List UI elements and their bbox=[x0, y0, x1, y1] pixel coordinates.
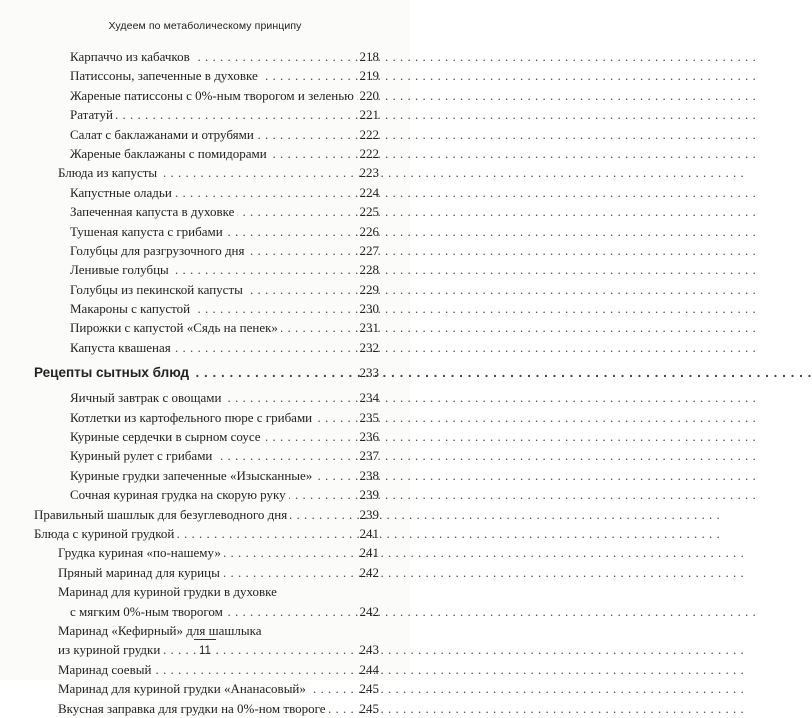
toc-entry-page-number: 233 bbox=[359, 365, 379, 381]
toc-entry bbox=[34, 222, 379, 241]
toc-entry-page-number: 243 bbox=[359, 642, 379, 658]
toc-entry-title: Капуста квашеная bbox=[70, 340, 174, 355]
toc-entry bbox=[34, 241, 379, 260]
toc-entry-page-number: 239 bbox=[359, 506, 379, 522]
toc-entry bbox=[34, 485, 379, 504]
toc-entry-page-number: 241 bbox=[359, 525, 379, 541]
toc-entry bbox=[34, 602, 379, 621]
toc-entry-page-number: 227 bbox=[359, 242, 379, 258]
toc-entry-title: Салат с баклажанами и отрубями bbox=[70, 127, 257, 142]
toc-entry bbox=[34, 125, 379, 144]
toc-entry bbox=[34, 699, 379, 718]
toc-entry bbox=[34, 260, 379, 279]
toc-entry bbox=[34, 466, 379, 485]
toc-entry-title-wrap bbox=[58, 543, 349, 562]
toc-entry-title: Карпаччо из кабачков bbox=[70, 49, 193, 64]
toc-entry-page-number: 224 bbox=[359, 184, 379, 200]
toc-entry-page-number: 222 bbox=[359, 145, 379, 161]
toc-entry-title-wrap bbox=[58, 699, 349, 718]
toc-entry bbox=[34, 66, 379, 85]
toc-entry-title-wrap bbox=[58, 621, 349, 640]
toc-entry-title: Сочная куриная грудка на скорую руку bbox=[70, 487, 289, 502]
toc-entry-page-number: 239 bbox=[359, 487, 379, 503]
toc-entry-page-number: 230 bbox=[359, 301, 379, 317]
table-of-contents bbox=[34, 47, 379, 718]
toc-entry-title-wrap bbox=[58, 679, 349, 698]
toc-entry-title: Тушеная капуста с грибами bbox=[70, 224, 226, 239]
toc-entry bbox=[34, 505, 379, 524]
toc-entry-title-wrap bbox=[70, 66, 349, 85]
toc-entry-title-wrap bbox=[70, 602, 349, 621]
toc-entry bbox=[34, 183, 379, 202]
toc-entry bbox=[34, 47, 379, 66]
toc-section-heading bbox=[34, 360, 379, 386]
toc-entry-title-wrap bbox=[70, 299, 349, 318]
toc-entry-title-wrap bbox=[58, 163, 349, 182]
toc-entry-title: Грудка куриная «по-нашему» bbox=[58, 545, 224, 560]
toc-entry-page-number: 234 bbox=[359, 390, 379, 406]
toc-entry bbox=[34, 163, 379, 182]
toc-entry-title: Голубцы из пекинской капусты bbox=[70, 282, 246, 297]
toc-entry-title: Рецепты сытных блюд bbox=[34, 365, 192, 380]
toc-entry-title-wrap bbox=[58, 660, 349, 679]
toc-entry-title-wrap bbox=[70, 222, 349, 241]
toc-entry-title: Запеченная капуста в духовке bbox=[70, 204, 237, 219]
toc-entry bbox=[34, 679, 379, 698]
toc-entry-title-wrap bbox=[70, 318, 349, 337]
toc-entry bbox=[34, 582, 379, 601]
toc-entry-page-number: 245 bbox=[359, 700, 379, 716]
toc-entry-title: Жареные баклажаны с помидорами bbox=[70, 146, 270, 161]
toc-entry bbox=[34, 446, 379, 465]
toc-entry-title-wrap bbox=[70, 47, 349, 66]
toc-entry-title: Ленивые голубцы bbox=[70, 262, 172, 277]
toc-entry-title: Пряный маринад для курицы bbox=[58, 565, 223, 580]
toc-entry-title-wrap bbox=[58, 582, 349, 601]
toc-entry-title-wrap bbox=[70, 338, 349, 357]
toc-entry-title-wrap bbox=[70, 202, 349, 221]
toc-entry-title: Жареные патиссоны с 0%-ным творогом и зеленью bbox=[70, 88, 357, 103]
toc-entry-page-number: 242 bbox=[359, 603, 379, 619]
toc-entry-page-number: 237 bbox=[359, 448, 379, 464]
toc-entry-title: Капустные оладьи bbox=[70, 185, 175, 200]
toc-entry-page-number: 218 bbox=[359, 49, 379, 64]
toc-entry bbox=[34, 543, 379, 562]
toc-entry bbox=[34, 280, 379, 299]
toc-entry-title: Правильный шашлык для безуглеводного дня bbox=[34, 507, 290, 522]
toc-entry bbox=[34, 621, 379, 640]
toc-entry-title: Маринад «Кефирный» для шашлыка bbox=[58, 623, 265, 638]
toc-entry-title: Куриный рулет с грибами bbox=[70, 448, 215, 463]
toc-entry-page-number: 219 bbox=[359, 68, 379, 84]
toc-entry-page-number: 225 bbox=[359, 204, 379, 220]
toc-entry-title: Котлетки из картофельного пюре с грибами bbox=[70, 410, 315, 425]
toc-entry-title: Блюда из капусты bbox=[58, 165, 160, 180]
toc-entry-title-wrap bbox=[70, 427, 349, 446]
toc-entry-title: Рататуй bbox=[70, 107, 116, 122]
toc-entry-page-number: 229 bbox=[359, 281, 379, 297]
toc-entry-page-number: 236 bbox=[359, 429, 379, 445]
toc-entry-title-wrap bbox=[70, 86, 354, 105]
toc-entry-title: из куриной грудки bbox=[58, 642, 163, 657]
toc-entry bbox=[34, 202, 379, 221]
toc-entry-title-wrap bbox=[70, 105, 349, 124]
toc-entry-page-number: 238 bbox=[359, 467, 379, 483]
toc-entry bbox=[34, 408, 379, 427]
toc-entry-title-wrap bbox=[70, 144, 349, 163]
toc-entry-title-wrap bbox=[70, 446, 349, 465]
toc-entry-title-wrap bbox=[34, 505, 349, 524]
toc-entry bbox=[34, 299, 379, 318]
toc-entry bbox=[34, 388, 379, 407]
toc-entry-title-wrap bbox=[58, 563, 349, 582]
toc-entry-title-wrap bbox=[70, 260, 349, 279]
toc-entry-title: Голубцы для разгрузочного дня bbox=[70, 243, 248, 258]
toc-entry-page-number: 242 bbox=[359, 564, 379, 580]
toc-entry bbox=[34, 338, 379, 357]
toc-entry bbox=[34, 427, 379, 446]
running-header: Худеем по метаболическому принципу bbox=[108, 20, 302, 32]
toc-entry bbox=[34, 563, 379, 582]
toc-entry-title-wrap bbox=[70, 466, 349, 485]
toc-entry-page-number: 245 bbox=[359, 681, 379, 697]
toc-entry-title: Маринад для куриной грудки в духовке bbox=[58, 584, 280, 599]
toc-entry-title-wrap bbox=[70, 388, 349, 407]
toc-entry bbox=[34, 660, 379, 679]
toc-entry-page-number: 241 bbox=[359, 545, 379, 561]
toc-entry-title-wrap bbox=[70, 241, 349, 260]
toc-entry-title: Куриные грудки запеченные «Изысканные» bbox=[70, 468, 315, 483]
toc-entry-title: Блюда с куриной грудкой bbox=[34, 526, 177, 541]
toc-entry-title: Куриные сердечки в сырном соусе bbox=[70, 429, 264, 444]
toc-entry bbox=[34, 86, 379, 105]
toc-entry-title-wrap bbox=[70, 183, 349, 202]
toc-entry-page-number: 231 bbox=[359, 320, 379, 336]
toc-entry-title-wrap bbox=[70, 408, 349, 427]
toc-entry-page-number: 222 bbox=[359, 126, 379, 142]
toc-entry-title: Пирожки с капустой «Сядь на пенек» bbox=[70, 320, 281, 335]
toc-entry-page-number: 228 bbox=[359, 262, 379, 278]
toc-entry-title: Маринад соевый bbox=[58, 662, 154, 677]
toc-entry-title: с мягким 0%-ным творогом bbox=[70, 604, 226, 619]
toc-entry bbox=[34, 105, 379, 124]
page-number: 11 bbox=[199, 645, 211, 657]
toc-entry-title-wrap bbox=[34, 524, 349, 543]
toc-entry-title: Маринад для куриной грудки «Ананасовый» bbox=[58, 681, 309, 696]
toc-entry-title: Вкусная заправка для грудки на 0%-ном твороге bbox=[58, 701, 329, 716]
toc-entry-page-number: 232 bbox=[359, 339, 379, 355]
toc-entry-page-number: 223 bbox=[359, 165, 379, 181]
toc-entry bbox=[34, 524, 379, 543]
folio-rule bbox=[194, 639, 216, 640]
toc-entry-title-wrap bbox=[34, 360, 349, 386]
toc-entry-page-number: 220 bbox=[359, 87, 379, 103]
toc-entry-title-wrap bbox=[70, 125, 349, 144]
toc-entry-title: Макароны с капустой bbox=[70, 301, 193, 316]
toc-entry-title-wrap bbox=[70, 485, 349, 504]
toc-entry bbox=[34, 318, 379, 337]
toc-entry-page-number: 235 bbox=[359, 409, 379, 425]
toc-entry-title: Яичный завтрак с овощами bbox=[70, 390, 225, 405]
toc-entry-page-number: 221 bbox=[359, 107, 379, 123]
toc-entry-page-number: 244 bbox=[359, 661, 379, 677]
toc-entry-title-wrap bbox=[70, 280, 349, 299]
toc-entry bbox=[34, 144, 379, 163]
toc-entry-page-number: 226 bbox=[359, 223, 379, 239]
toc-entry-title: Патиссоны, запеченные в духовке bbox=[70, 68, 261, 83]
